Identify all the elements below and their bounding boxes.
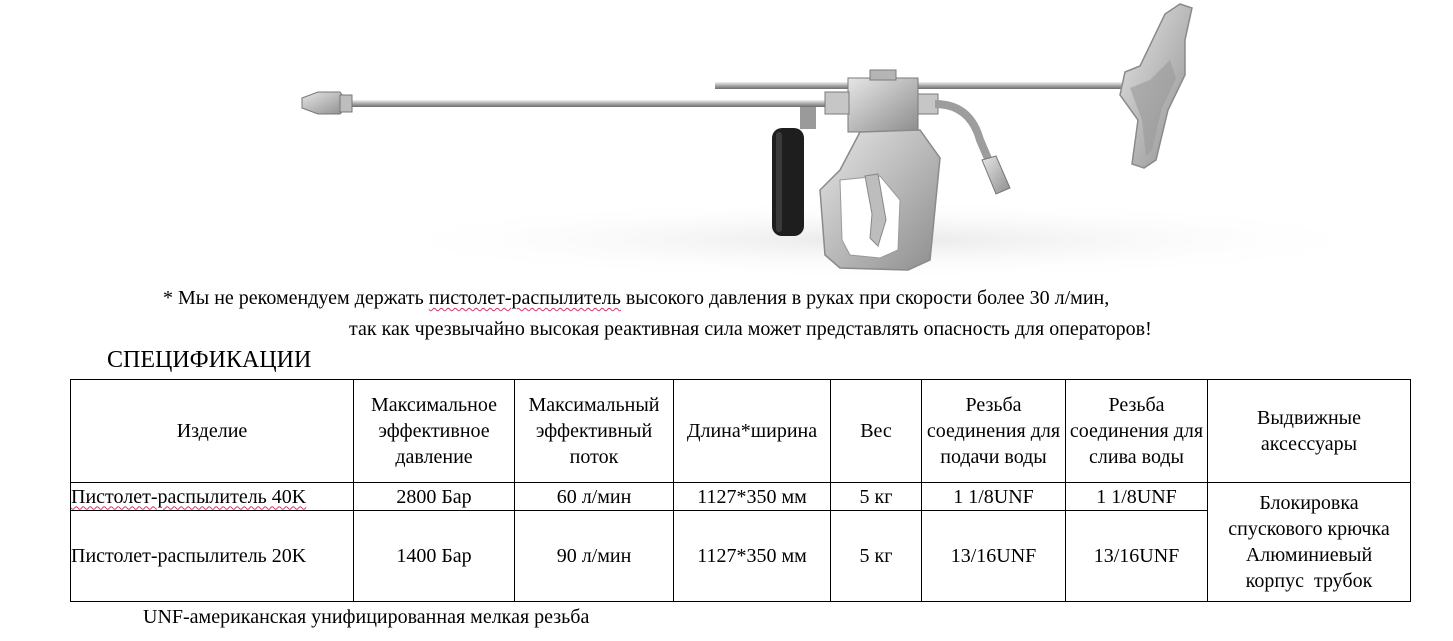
spec-heading: СПЕЦИФИКАЦИИ	[107, 347, 312, 373]
flow-cell: 90 л/мин	[515, 511, 674, 602]
flow-cell: 60 л/мин	[515, 483, 674, 511]
size-cell: 1127*350 мм	[674, 511, 831, 602]
header-inlet-thread: Резьба соединения для подачи воды	[922, 380, 1066, 483]
inlet-thread-cell: 13/16UNF	[922, 511, 1066, 602]
accessory-line: спускового крючка	[1228, 518, 1390, 540]
product-name: Пистолет-распылитель 40K	[71, 485, 307, 508]
header-product: Изделие	[71, 380, 354, 483]
header-flow: Максимальный эффективный поток	[515, 380, 674, 483]
accessories-cell	[1208, 483, 1411, 602]
warning-note-line-1	[163, 286, 1109, 310]
outlet-thread-cell: 1 1/8UNF	[1066, 483, 1208, 511]
accessory-line: Блокировка	[1259, 492, 1359, 514]
accessory-line: корпус трубок	[1245, 570, 1373, 592]
pressure-cell: 2800 Бар	[354, 483, 515, 511]
spellcheck-highlight: пистолет-распылитель	[428, 287, 621, 309]
warning-note-prefix: * Мы не рекомендуем держать	[163, 287, 429, 309]
unf-footnote: UNF-американская унифицированная мелкая резьба	[143, 606, 590, 628]
warning-note-line-2: так как чрезвычайно высокая реактивная сила может представлять опасность для операторов!	[349, 318, 1152, 340]
warning-note-suffix: высокого давления в руках при скорости более 30 л/мин,	[620, 287, 1110, 309]
spec-table	[70, 379, 1411, 602]
header-accessories: Выдвижные аксессуары	[1208, 380, 1411, 483]
accessory-line: Алюминиевый	[1245, 544, 1373, 566]
product-cell: Пистолет-распылитель 20K	[71, 511, 354, 602]
weight-cell: 5 кг	[831, 511, 922, 602]
pressure-cell: 1400 Бар	[354, 511, 515, 602]
header-outlet-thread: Резьба соединения для слива воды	[1066, 380, 1208, 483]
spray-gun-image	[280, 0, 1453, 280]
outlet-thread-cell: 13/16UNF	[1066, 511, 1208, 602]
weight-cell: 5 кг	[831, 483, 922, 511]
header-size: Длина*ширина	[674, 380, 831, 483]
product-cell	[71, 483, 354, 511]
table-row	[71, 483, 1411, 511]
inlet-thread-cell: 1 1/8UNF	[922, 483, 1066, 511]
table-header-row	[71, 380, 1411, 483]
size-cell: 1127*350 мм	[674, 483, 831, 511]
header-pressure: Максимальное эффективное давление	[354, 380, 515, 483]
header-weight: Вес	[831, 380, 922, 483]
